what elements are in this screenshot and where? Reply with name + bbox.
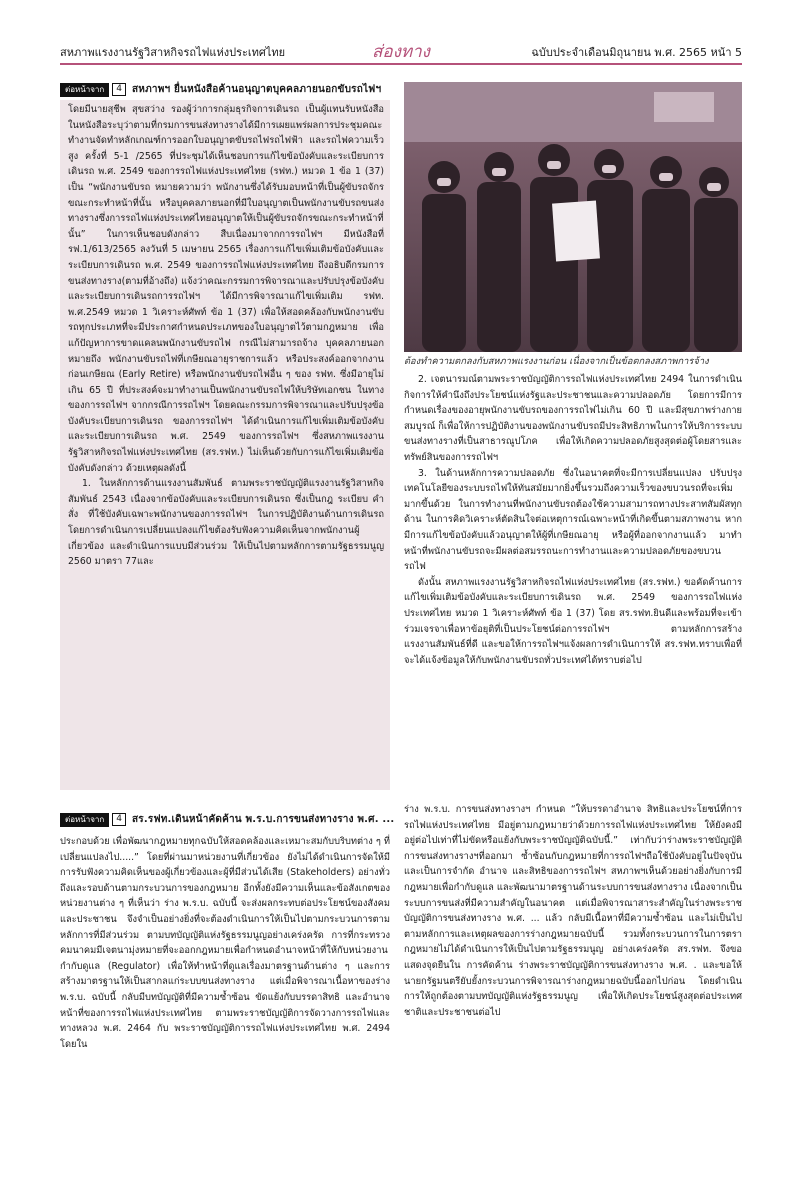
article-left-column [60,100,390,790]
continued-page-number: 4 [112,83,126,96]
union-name: สหภาพแรงงานรัฐวิสาหกิจรถไฟแห่งประเทศไทย [60,46,286,59]
photo-caption: ต้องทำความตกลงกับสหภาพแรงงานก่อน เนื่องจากเป็นข้อตกลงสภาพการจ้าง [404,356,709,367]
group-photo [404,82,742,352]
continued-page-number: 4 [112,813,126,826]
paragraph: 1. ในหลักการด้านแรงงานสัมพันธ์ ตามพระราชบัญญัติแรงงานรัฐวิสาหกิจสัมพันธ์ 2543 เนื่องจากข้อบังคับและระเบียบการเดินรถ ซึ่งเป็นกฎ ระเบียบ คำสั่ง ที่ใช้บังคับเฉพาะพนักงานของการรถไฟฯ ในการปฏิบัติงานด้านการเดินรถ โดยการดำเนินการเปลี่ยนแปลงแก้ไขต้องรับฟังความคิดเห็นจากพนักงานผู้เกี่ยวข้อง และดำเนินการแบบมีส่วนร่วม ให้เป็นไปตามหลักการตามรัฐธรรมนูญ 2560 มาตรา 77และ [68,478,384,568]
continued-from-label: ต่อหน้าจาก [60,83,109,97]
article-headline: สร.รฟท.เดินหน้าคัดค้าน พ.ร.บ.การขนส่งทางราง พ.ศ. ... [132,814,395,825]
article-banner [60,82,381,97]
paragraph: ร่าง พ.ร.บ. การขนส่งทางรางฯ กำหนด “ให้บรรดาอำนาจ สิทธิและประโยชน์ที่การรถไฟแห่งประเทศไทย มีอยู่ตามกฎหมายว่าด้วยการรถไฟแห่งประเทศไทย ให้ยังคงมีอยู่ต่อไปเท่าที่ไม่ขัดหรือแย้งกับพระราชบัญญัติฉบับนี้.” เท่ากับว่าร่างพระราชบัญญัติการขนส่งทางรางฯที่ออกมา ซ้ำซ้อนกับกฎหมายที่การรถไฟฯถือใช้บังคับอยู่ในปัจจุบัน และเป็นการจำกัด อำนาจ และสิทธิของการรถไฟฯ สหภาพฯเห็นด้วยอย่างยิ่งกับการมีกฎหมายเพื่อกำกับดูแล และพัฒนามาตรฐานด้านระบบการขนส่งทางราง เนื่องจากเป็นระบบการขนส่งที่มีความสำคัญในอนาคต แต่เมื่อพิจารณาสาระสำคัญในร่างพระราชบัญญัติการขนส่งทางราง พ.ศ. ... แล้ว กลับมีเนื้อหาที่มีความซ้ำซ้อน และไม่เป็นไปตามหลักการและเหตุผลของการร่างกฎหมายฉบับนี้ รวมทั้งกระบวนการในการตรากฎหมายไม่ได้ดำเนินการให้เป็นไปตามรัฐธรรมนูญ อย่างเคร่งครัด สร.รฟท. จึงขอแสดงจุดยืนใน การคัดค้าน ร่างพระราชบัญญัติการขนส่งทางราง พ.ศ. . และขอให้นายกรัฐมนตรียับยั้งกระบวนการพิจารณาร่างกฎหมายฉบับนี้ออกไปก่อน โดยดำเนินการให้ถูกต้องตามบทบัญญัติแห่งรัฐธรรมนูญ เพื่อให้เกิดประโยชน์สูงสุดต่อประเทศชาติและประชาชนต่อไป [404,804,742,1018]
publication-title: ส่องทาง [372,42,430,62]
article-oppose-rail-transport-bill [60,804,742,1182]
paragraph: ดังนั้น สหภาพแรงงานรัฐวิสาหกิจรถไฟแห่งประเทศไทย (สร.รฟท.) ขอคัดค้านการแก้ไขเพิ่มเติมข้อบังคับและระเบียบการเดินรถ พ.ศ. 2549 ของการรถไฟแห่งประเทศไทย หมวด 1 วิเคราะห์ศัพท์ ข้อ 1 (37) โดย สร.รฟท.ยินดีและพร้อมที่จะเข้าร่วมเจรจาเพื่อหาข้อยุติที่เป็นประโยชน์ต่อการรถไฟฯ ตามหลักการสร้างแรงงานสัมพันธ์ที่ดี และขอให้การรถไฟฯแจ้งผลการดำเนินการให้ สร.รฟท.ทราบเพื่อที่จะได้แจ้งข้อมูลให้กับพนักงานขับรถทั่วประเทศได้ทราบต่อไป [404,576,742,666]
page-header [60,40,742,62]
header-rule [60,63,742,65]
article-right-column [404,372,742,792]
paragraph: 2. เจตนารมณ์ตามพระราชบัญญัติการรถไฟแห่งประเทศไทย 2494 ในการดำเนินกิจการให้คำนึงถึงประโยชน์แห่งรัฐและประชาชนและความปลอดภัย โดยการมีการกำหนดเรื่องของอายุพนักงานขับรถของการรถไฟไม่เกิน 60 ปี และมีสุขภาพร่างกายสมบูรณ์ ก็เพื่อให้การปฏิบัติงานของพนักงานขับรถมีประสิทธิภาพในการให้บริการระบบขนส่งทางรางที่เป็นสาธารณูปโภค เพื่อให้เกิดความปลอดภัยสูงสุดต่อผู้โดยสารและทรัพย์สินของการรถไฟฯ [404,374,742,463]
paragraph: ประกอบด้วย เพื่อพัฒนากฎหมายทุกฉบับให้สอดคล้องและเหมาะสมกับบริบทต่าง ๆ ที่เปลี่ยนแปลงไป.....” โดยที่ผ่านมาหน่วยงานที่เกี่ยวข้อง ยังไม่ได้ดำเนินการจัดให้มีการรับฟังความคิดเห็นของผู้เกี่ยวข้องและผู้ที่มีส่วนได้เสีย (Stakeholders) อย่างทั่วถึงและรอบด้านตามกระบวนการของกฎหมาย อีกทั้งยังมีความเห็นและข้อสังเกตของหน่วยงานต่าง ๆ ที่เห็นว่า ร่าง พ.ร.บ. ฉบับนี้ จะส่งผลกระทบต่อประโยชน์ของสังคมและประชาชน จึงจำเป็นอย่างยิ่งที่จะต้องดำเนินการให้เป็นไปตามกระบวนการตามหลักการที่มีส่วนร่วม ตามบทบัญญัติแห่งรัฐธรรมนูญอย่างเคร่งครัด การที่กระทรวงคมนาคมมีเจตนามุ่งหมายที่จะออกกฎหมายเพื่อกำหนดอำนาจหน้าที่ให้กับหน่วยงานกำกับดูแล (Regulator) เพื่อให้ทำหน้าที่ดูแลเรื่องมาตรฐานด้านต่าง ๆ และการสร้างมาตรฐานให้เป็นสากลแก่ระบบขนส่งทางราง แต่เมื่อพิจารณาเนื้อหาของร่าง พ.ร.บ. ฉบับนี้ กลับมีบทบัญญัติที่มีความซ้ำซ้อน ขัดแย้งกับบรรดาสิทธิ และอำนาจหน้าที่ของการรถไฟแห่งประเทศไทย ตามพระราชบัญญัติการจัดวางการรถไฟและทางหลวง พ.ศ. 2464 กับ พระราชบัญญัติการรถไฟแห่งประเทศไทย พ.ศ. 2494 โดยใน [60,836,390,1050]
paragraph: โดยมีนายสุชีพ สุขสว่าง รองผู้ว่าการกลุ่มธุรกิจการเดินรถ เป็นผู้แทนรับหนังสือ ในหนังสือระบุว่าตามที่กรมการขนส่งทางรางได้มีการเผยแพร่ผลการประชุมคณะทำงานจัดทำหลักเกณฑ์การออกใบอนุญาตขับรถไฟรถไฟฟ้า และรถไฟความเร็วสูง ครั้งที่ 5-1 /2565 ที่ประชุมได้เห็นชอบการแก้ไขข้อบังคับและระเบียบการเดินรถ พ.ศ. 2549 ของการรถไฟแห่งประเทศไทย (รฟท.) หมวด 1 ข้อ 1 (37) เป็น “พนักงานขับรถ หมายความว่า พนักงานซึ่งได้รับมอบหน้าที่เป็นผู้ขับรถจักรขณะกระทำหน้าที่นั้น หรือบุคคลภายนอกที่มีใบอนุญาตเป็นพนักงานขับรถขนส่งทางรางซึ่งการรถไฟแห่งประเทศไทยอนุญาตให้เป็นผู้ขับรถจักรขณะกระทำหน้าที่นั้น” ในการเห็นชอบดังกล่าว สืบเนื่องมาจากการรถไฟฯ มีหนังสือที่ รฟ.1/613/2565 ลงวันที่ 5 เมษายน 2565 เรื่องการแก้ไขเพิ่มเติมข้อบังคับและระเบียบการเดินรถ พ.ศ. 2549 ของการรถไฟแห่งประเทศไทย ถึงอธิบดีกรมการขนส่งทางราง(ตามที่อ้างถึง) แจ้งว่าคณะกรรมการพิจารณาและปรับปรุงข้อบังคับและระเบียบการเดินรถการรถไฟฯ ได้มีการพิจารณาแก้ไขเพิ่มเติม รฟท. พ.ศ.2549 หมวด 1 วิเคราะห์ศัพท์ ข้อ 1 (37) เพื่อให้สอดคล้องกับพนักงานขับรถทุกประเภทที่จะมีประกาศกำหนดประเภทของใบอนุญาตไว้ตามกฎหมาย เพื่อแก้ปัญหาการขาดแคลนพนักงานขับรถไฟ กรณีไม่สามารถจ้าง บุคคลภายนอก หมายถึง พนักงานขับรถไฟที่เกษียณอายุราชการแล้ว หรือประสงค์ออกจากงานก่อนเกษียณ (Early Retire) หรือพนักงานขับรถไฟอื่น ๆ ของ รฟท. ซึ่งมีอายุไม่เกิน 65 ปี ที่ประสงค์จะมาทำงานเป็นพนักงานขับรถไฟให้บริษัทเอกชน ในทางของการรถไฟฯ จากกรณีการรถไฟฯ โดยคณะกรรมการพิจารณาและปรับปรุงข้อบังคับระเบียบการเดินรถ ของการรถไฟฯ ได้ดำเนินการแก้ไขเพิ่มเติมข้อบังคับและระเบียบการเดินรถ พ.ศ. 2549 ของการรถไฟฯ ซึ่งสหภาพแรงงานรัฐวิสาหกิจรถไฟแห่งประเทศไทย (สร.รฟท.) ไม่เห็นด้วยกับการแก้ไขเพิ่มเติมข้อบังคับดังกล่าว ด้วยเหตุผลดังนี้ [68,104,384,474]
paragraph: 3. ในด้านหลักการความปลอดภัย ซึ่งในอนาคตที่จะมีการเปลี่ยนแปลง ปรับปรุงเทคโนโลยีของระบบรถไฟให้ทันสมัยมากยิ่งขึ้นรวมถึงความเร็วของขบวนรถที่จะเพิ่มมากขึ้นด้วย ในการทำงานที่พนักงานขับรถต้องใช้ความสามารถทางประสาทสัมผัสทุกด้าน ในการคิดวิเคราะห์ตัดสินใจต่อเหตุการณ์เฉพาะหน้าที่เกิดขึ้นตามสภาพงาน หากมีการแก้ไขข้อบังคับแล้วอนุญาตให้ผู้ที่เกษียณอายุ หรือผู้ที่ออกจากงานแล้ว มาทำหน้าที่พนักงานขับรถจะมีผลต่อสมรรถนะการทำงานและความปลอดภัยของขบวนรถไฟ [404,467,742,573]
article-left-column [60,834,390,1179]
group-photo-image [404,82,742,352]
article-union-opposes-outsider-drivers [60,82,742,802]
issue-and-page: ฉบับประจำเดือนมิถุนายน พ.ศ. 2565 หน้า 5 [531,46,742,59]
continued-from-label: ต่อหน้าจาก [60,813,109,827]
article-headline: สหภาพฯ ยื่นหนังสือค้านอนุญาตบุคคลภายนอกขับรถไฟฯ [132,84,382,95]
article-right-column [404,802,742,1172]
article-banner [60,812,394,827]
